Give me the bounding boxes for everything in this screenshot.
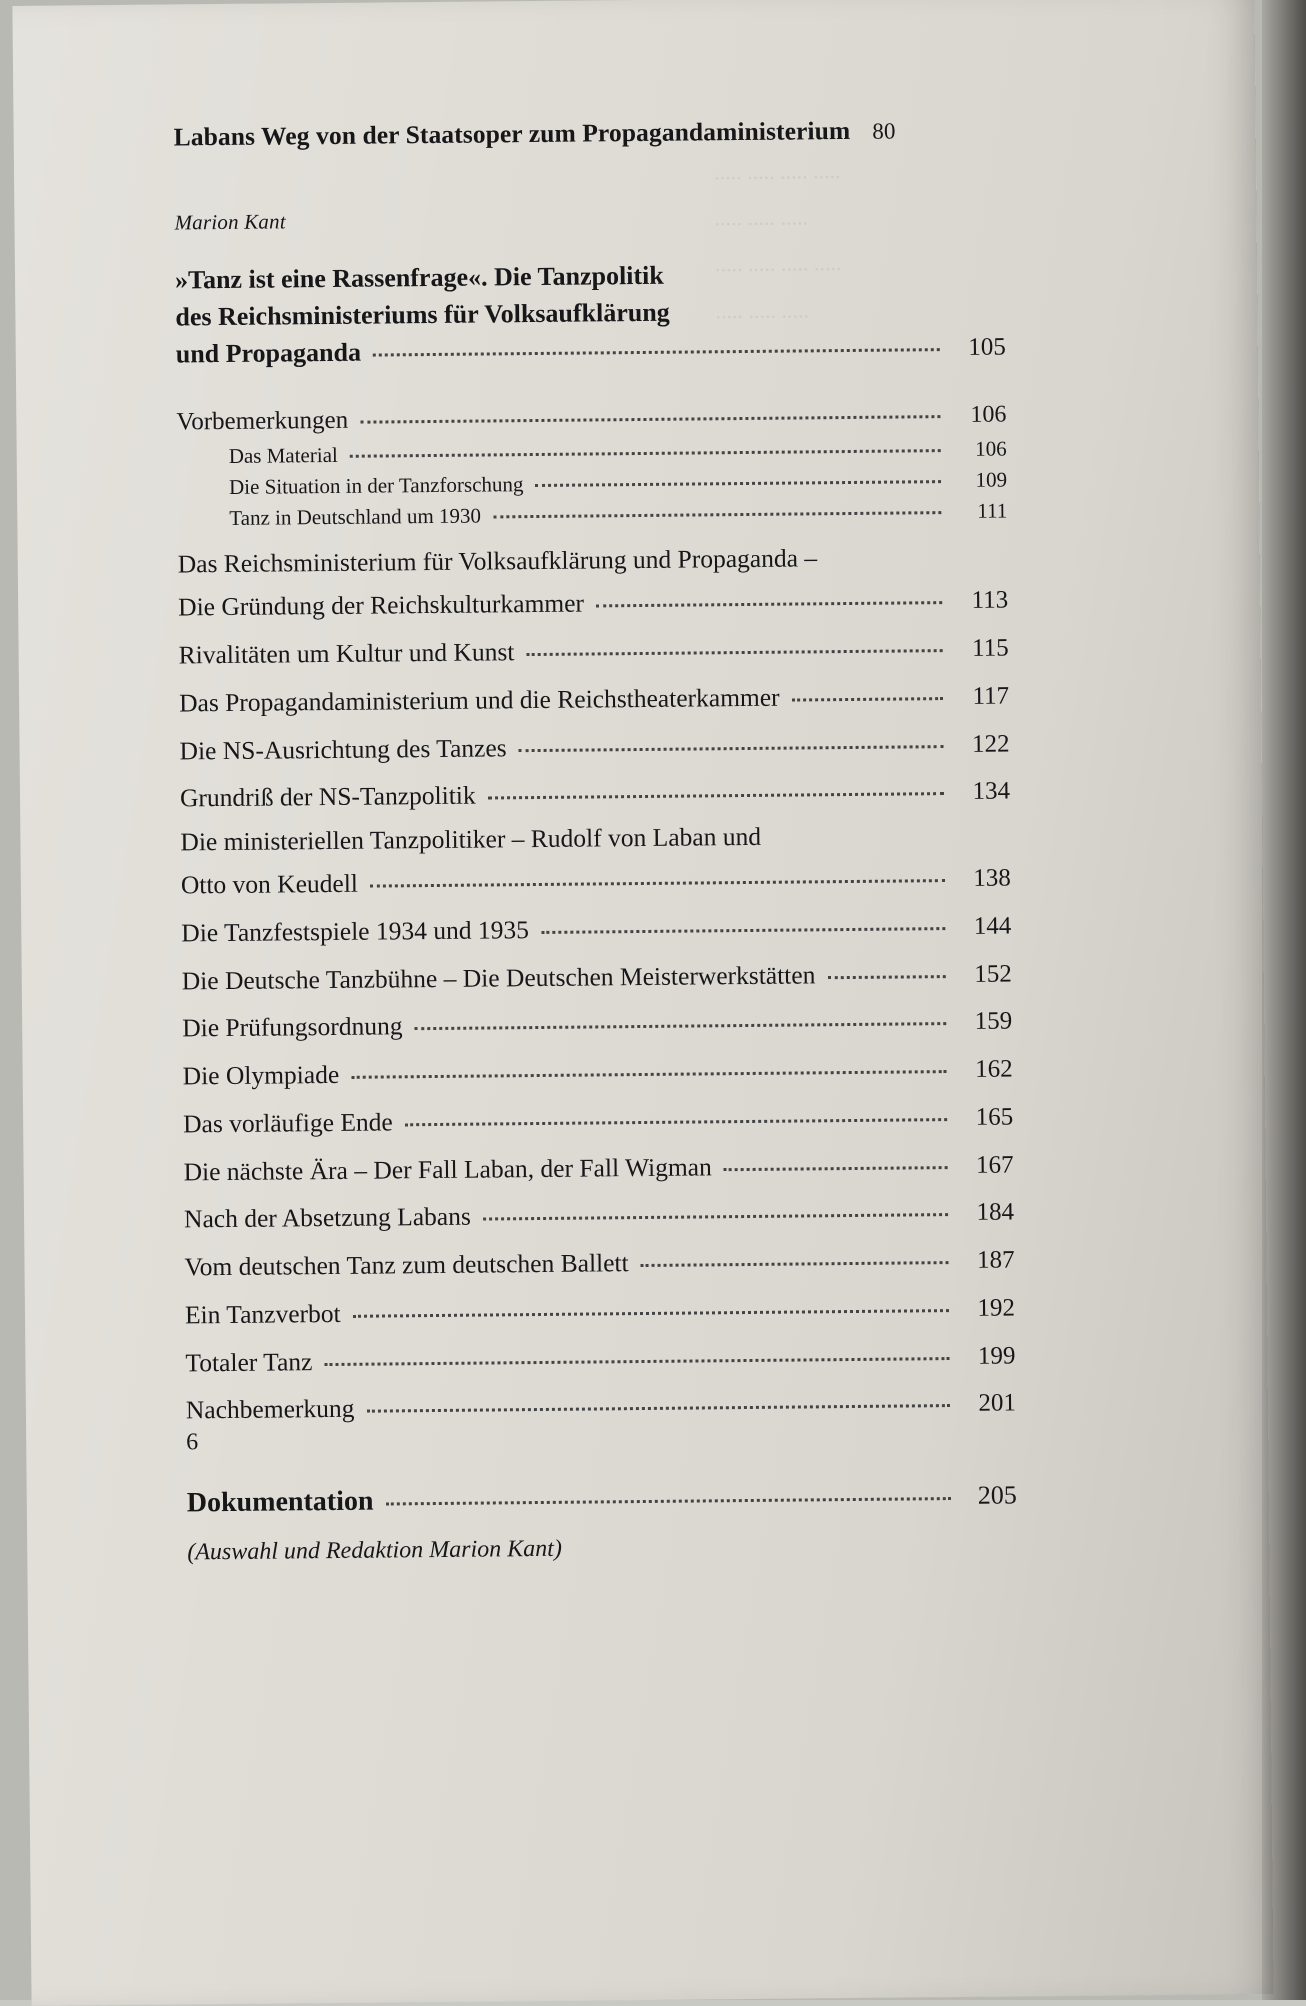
toc-section-dokumentation[interactable]: [187, 1475, 1017, 1524]
leader-dots: [488, 793, 944, 800]
chapter-author: Marion Kant: [174, 209, 286, 235]
leader-dots: [351, 1070, 947, 1079]
toc-entry-page: 199: [977, 1342, 1016, 1370]
leader-dots: [405, 1118, 947, 1126]
leader-dots: [373, 348, 940, 356]
toc-entry[interactable]: [182, 1002, 1012, 1049]
toc-entry-label: Ein Tanzverbot: [184, 1298, 341, 1330]
toc-entry-page: 106: [975, 436, 1007, 461]
toc-entry[interactable]: [182, 954, 1012, 1001]
toc-entry-label: Das vorläufige Ende: [183, 1107, 393, 1139]
leader-dots: [541, 927, 945, 934]
leader-dots: [353, 1309, 949, 1318]
toc-entry-page: 134: [972, 777, 1011, 806]
toc-entry-page: 187: [976, 1246, 1015, 1274]
toc-entry[interactable]: [183, 1097, 1013, 1144]
toc-entry-label: Die NS-Ausrichtung des Tanzes: [179, 732, 507, 766]
leader-dots: [827, 975, 945, 979]
book-edge-shadow: [1262, 0, 1306, 2000]
toc-entry-page: 152: [974, 960, 1012, 988]
toc-entry[interactable]: [183, 1145, 1013, 1192]
leader-dots: [641, 1261, 949, 1267]
leader-dots: [519, 745, 944, 752]
leader-dots: [360, 415, 940, 424]
toc-section-note: (Auswahl und Redaktion Marion Kant): [187, 1536, 563, 1566]
toc-entry-page: 159: [974, 1007, 1013, 1036]
toc-entry-wrapped[interactable]: [178, 542, 1009, 628]
toc-entry-label: Vom deutschen Tanz zum deutschen Ballett: [184, 1248, 629, 1282]
chapter-title: [175, 253, 1006, 374]
toc-entry-page: 111: [977, 498, 1008, 523]
chapter-title-page-number: 105: [968, 333, 1006, 362]
toc-entry[interactable]: [179, 676, 1009, 723]
toc-entry-page: 144: [973, 912, 1012, 940]
toc-entry[interactable]: [184, 1193, 1014, 1240]
toc-entry[interactable]: [178, 629, 1008, 676]
toc-entry-label: Die Olympiade: [182, 1060, 340, 1091]
toc-entry-page: 165: [975, 1103, 1014, 1131]
toc-entry-label: Tanz in Deutschland um 1930: [229, 503, 482, 530]
toc-entry-page: 122: [971, 730, 1010, 758]
toc-entry-label: Die Tanzfestspiele 1934 und 1935: [181, 915, 530, 948]
toc-entry[interactable]: [180, 772, 1010, 819]
leader-dots: [724, 1166, 948, 1171]
leader-dots: [596, 602, 942, 608]
page-content-area: [12, 0, 1273, 2006]
toc-entry-label: Grundriß der NS-Tanzpolitik: [179, 781, 476, 813]
toc-entry[interactable]: [185, 1336, 1015, 1383]
toc-entry[interactable]: [185, 1288, 1015, 1335]
toc-entry-second-line-row: [178, 581, 1008, 628]
folio-page-number: 6: [186, 1429, 199, 1456]
toc-entry-label: Otto von Keudell: [180, 868, 359, 900]
toc-section-label: Dokumentation: [186, 1485, 374, 1519]
leader-dots: [350, 449, 941, 458]
toc-entry-page: 201: [978, 1389, 1017, 1418]
toc-main-list: [178, 542, 1016, 1431]
toc-entry[interactable]: [186, 1384, 1016, 1431]
toc-entry-label: Das Propagandaministerium und die Reichstheaterkammer: [178, 682, 780, 718]
toc-group-vorbemerkungen: [176, 397, 1007, 534]
toc-entry-page: 115: [971, 634, 1009, 662]
toc-entry-page: 138: [973, 864, 1011, 892]
toc-entry-label: Das Material: [228, 442, 338, 468]
toc-entry-page: 192: [977, 1294, 1016, 1322]
toc-entry[interactable]: [183, 1050, 1013, 1097]
toc-entry-page: 106: [970, 401, 1007, 428]
toc-entry-wrapped[interactable]: [180, 820, 1011, 906]
leader-dots: [415, 1023, 947, 1031]
toc-entry-label: Die Situation in der Tanzforschung: [228, 471, 524, 499]
toc-entry-label: Vorbemerkungen: [176, 406, 349, 436]
chapter-title-line-3-row: [176, 328, 1006, 375]
leader-dots: [386, 1497, 951, 1505]
toc-entry[interactable]: [229, 495, 1007, 533]
toc-entry-page: 117: [972, 682, 1010, 710]
running-head-title: Labans Weg von der Staatsoper zum Propagandaministerium: [173, 115, 851, 152]
book-page: [12, 0, 1273, 2006]
toc-entry-label: Die nächste Ära – Der Fall Laban, der Fall Wigman: [183, 1152, 712, 1187]
toc-entry-page: 109: [975, 467, 1008, 492]
toc-entry[interactable]: [184, 1241, 1014, 1288]
toc-entry-label: Rivalitäten um Kultur und Kunst: [178, 637, 515, 670]
leader-dots: [792, 697, 944, 701]
toc-entry-label: Die Deutsche Tanzbühne – Die Deutschen Meisterwerkstätten: [181, 960, 816, 996]
toc-entry-page: 167: [975, 1151, 1014, 1179]
toc-entry-second-line-row: [181, 859, 1011, 906]
running-head: [174, 114, 1004, 152]
leader-dots: [526, 649, 942, 656]
table-of-contents: [174, 114, 1018, 1566]
leader-dots: [366, 1404, 949, 1413]
toc-entry-label: Totaler Tanz: [185, 1346, 313, 1378]
toc-entry-page: 113: [971, 586, 1009, 615]
toc-entry-page: 162: [975, 1055, 1013, 1083]
toc-section-page: 205: [977, 1480, 1017, 1510]
leader-dots: [370, 879, 945, 888]
toc-entry-first-line: Die ministeriellen Tanzpolitiker – Rudolf von Laban und: [180, 822, 762, 857]
chapter-title-line-3: und Propaganda: [175, 338, 362, 369]
toc-entry-label: Die Prüfungsordnung: [182, 1011, 403, 1043]
leader-dots: [535, 480, 941, 487]
leader-dots: [483, 1214, 948, 1221]
leader-dots: [493, 511, 941, 518]
toc-entry-label: Die Gründung der Reichskulturkammer: [178, 588, 585, 622]
toc-entry-page: 184: [976, 1198, 1015, 1227]
toc-entry-first-line: Das Reichsministerium für Volksaufklärung und Propaganda –: [177, 543, 818, 579]
toc-entry[interactable]: [179, 724, 1009, 771]
chapter-title-line-1: »Tanz ist eine Rassenfrage«. Die Tanzpolitik: [174, 260, 664, 295]
toc-entry-label: Nachbemerkung: [185, 1394, 355, 1425]
running-head-page-number: 80: [872, 118, 896, 144]
toc-entry[interactable]: [181, 906, 1011, 953]
leader-dots: [324, 1357, 949, 1366]
page-showthrough: ..... ..... ..... ..... ..... ..... ..... ..... ..... ..... ..... ..... ..... .....: [713, 158, 842, 323]
chapter-title-line-2: des Reichsministeriums für Volksaufklärung: [175, 297, 670, 332]
toc-entry-label: Nach der Absetzung Labans: [183, 1202, 471, 1234]
